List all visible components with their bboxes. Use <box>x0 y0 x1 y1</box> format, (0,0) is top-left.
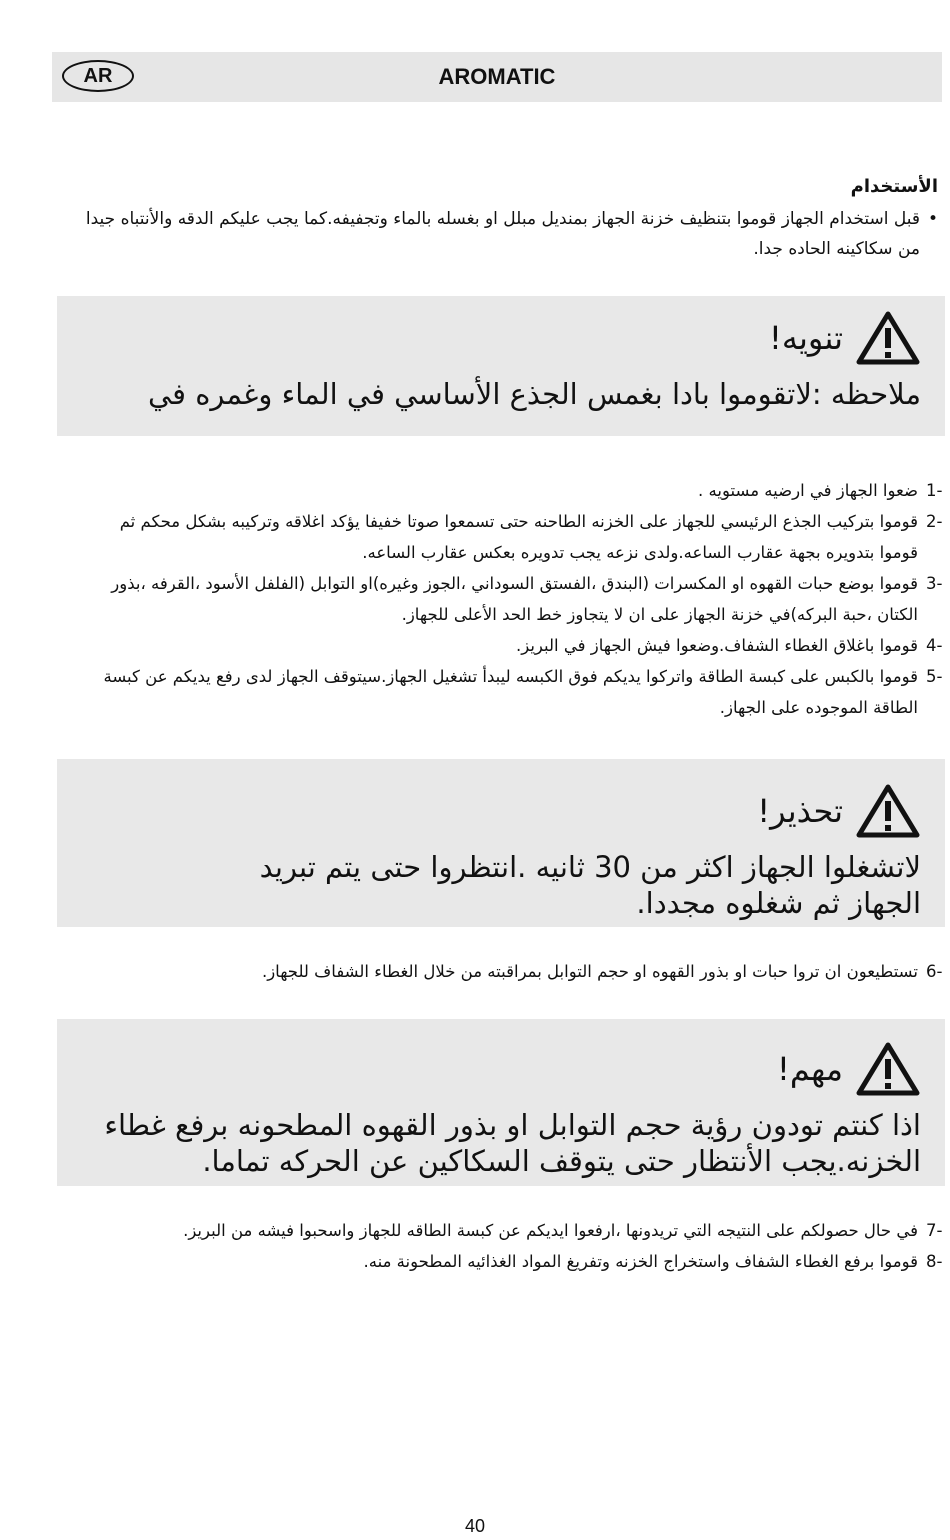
usage-title: الأستخدام <box>850 176 938 197</box>
step-number: 6- <box>926 962 943 981</box>
notice-header <box>81 310 921 366</box>
step-number: 2- <box>926 512 943 531</box>
usage-section <box>80 172 938 264</box>
warning-heading: تحذير! <box>757 792 843 830</box>
step-text: قوموا بتركيب الجذع الرئيسي للجهاز على الخزنه الطاحنه حتى تسمعوا صوتا خفيفا يؤكد اغلاقه وتركيبه بشكل محكم ثم قوموا بتدويره بجهة عقارب الساعه.ولدى نزعه يجب تدويره بعكس عقارب الساعه. <box>119 512 918 562</box>
step-number: 1- <box>926 481 943 500</box>
step-text: ضعوا الجهاز في ارضيه مستويه . <box>698 481 918 500</box>
steps-list-a <box>80 475 944 723</box>
warning-triangle-icon <box>855 783 921 839</box>
step-text: في حال حصولكم على النتيجه التي تريدونها ،ارفعوا ايديكم عن كبسة الطاقه للجهاز واسحبوا فيشه من البريز. <box>183 1221 918 1240</box>
important-text: اذا كنتم تودون رؤية حجم التوابل او بذور القهوه المطحونه برفع غطاء الخزنه.يجب الأنتظار حتى يتوقف السكاكين عن الحركه تماما. <box>104 1108 921 1178</box>
usage-paragraph <box>80 204 938 264</box>
step-number: 5- <box>926 667 943 686</box>
step-text: قوموا بوضع حبات القهوه او المكسرات (البندق ،الفستق السوداني ،الجوز وغيره)او التوابل (الفلفل الأسود ،القرفه ،بذور الكتان ،حبة البركه)في خزنة الجهاز على ان لا يتجاوز خط الحد الأعلى للجهاز. <box>111 574 918 624</box>
warning-triangle-icon <box>855 310 921 366</box>
list-item <box>80 506 944 568</box>
list-item <box>80 568 944 630</box>
usage-text: قبل استخدام الجهاز قوموا بتنظيف خزنة الجهاز بمنديل مبلل او بغسله بالماء وتجفيفه.كما يجب عليكم الدقه والأنتباه جيدا من سكاكينه الحاده جدا. <box>85 209 920 259</box>
warning-box <box>57 759 945 927</box>
warning-text: لاتشغلوا الجهاز اكثر من 30 ثانيه .انتظروا حتى يتم تبريد الجهاز ثم شغلوه مجددا. <box>259 850 921 920</box>
warning-header <box>81 783 921 839</box>
list-item <box>80 956 944 987</box>
list-item <box>80 475 944 506</box>
page-header <box>52 52 942 102</box>
notice-heading: تنويه! <box>769 319 843 357</box>
warning-triangle-icon <box>855 1041 921 1097</box>
list-item <box>80 661 944 723</box>
steps-list-b <box>80 956 944 987</box>
page-number: 40 <box>464 1516 486 1536</box>
important-header <box>81 1041 921 1097</box>
brand-title: AROMATIC <box>438 64 556 89</box>
notice-box <box>57 296 945 436</box>
step-number: 7- <box>926 1221 943 1240</box>
step-text: قوموا باغلاق الغطاء الشفاف.وضعوا فيش الجهاز في البريز. <box>515 636 918 655</box>
step-number: 8- <box>926 1252 943 1271</box>
steps-list-c <box>80 1215 944 1277</box>
important-heading: مهم! <box>776 1050 843 1088</box>
step-number: 4- <box>926 636 943 655</box>
step-text: قوموا برفع الغطاء الشفاف واستخراج الخزنه وتفريغ المواد الغذائيه المطحونة منه. <box>363 1252 918 1271</box>
language-badge: AR <box>62 60 134 92</box>
step-text: قوموا بالكبس على كبسة الطاقة واتركوا يديكم فوق الكبسه ليبدأ تشغيل الجهاز.سيتوقف الجهاز لدى رفع يديكم عن كبسة الطاقة الموجوده على الجهاز. <box>103 667 918 717</box>
list-item <box>80 1215 944 1246</box>
step-text: تستطيعون ان تروا حبات او بذور القهوه او حجم التوابل بمراقبته من خلال الغطاء الشفاف للجهاز. <box>261 962 918 981</box>
list-item <box>80 630 944 661</box>
step-number: 3- <box>926 574 943 593</box>
list-item <box>80 1246 944 1277</box>
bullet: • <box>927 209 938 229</box>
notice-text: ملاحظه :لاتقوموا بادا بغمس الجذع الأساسي في الماء وغمره في <box>147 377 921 411</box>
important-box <box>57 1019 945 1186</box>
